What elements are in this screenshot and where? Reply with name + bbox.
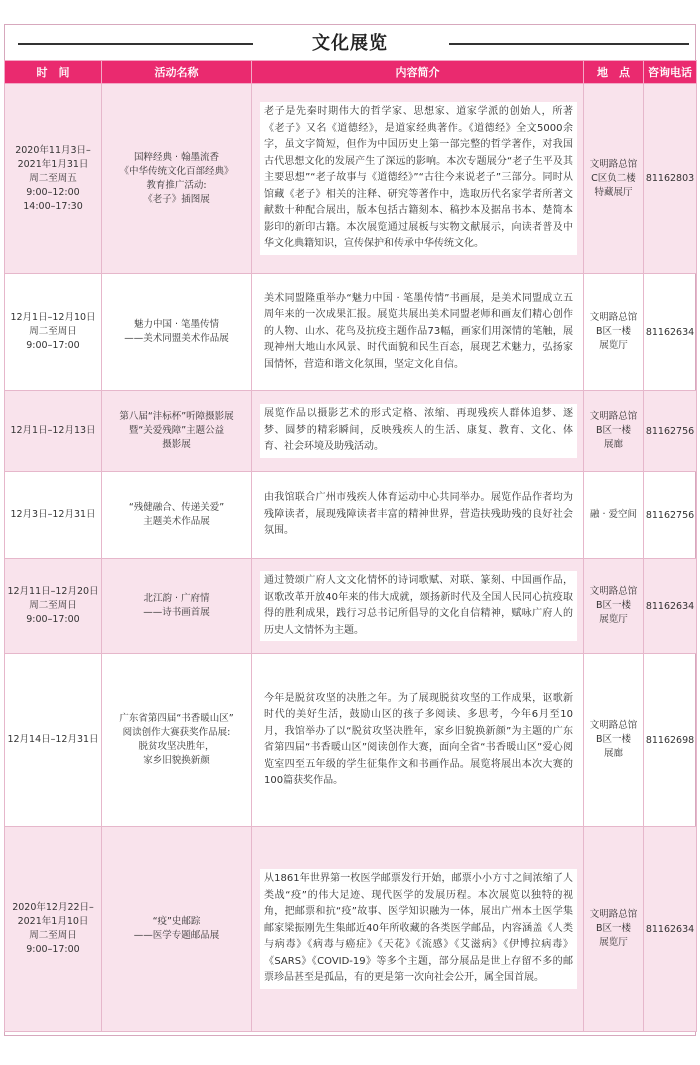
activity-name: 第八届“沣标杯”听障摄影展 暨“关爱残障”主题公益 摄影展	[119, 411, 234, 450]
content-summary: 美术同盟隆重举办“魅力中国 · 笔墨传情”书画展，是美术同盟成立五周年来的一次成果汇报。展览共展出美术同盟老师和画友们精心创作的人物、山水、花鸟及抗疫主题作品73幅，画家们用深情的笔触，展现神州大地山水风景、时代面貌和民生百态，展现艺术魅力，弘扬家国情怀，营造和谐文化氛围，坚定文化自信。	[260, 289, 577, 376]
desc-cell	[252, 391, 584, 472]
location-text: 文明路总馆 B区一楼 展廊	[589, 411, 638, 450]
phone-cell	[644, 559, 697, 654]
phone-cell	[644, 274, 697, 391]
location-cell	[584, 827, 644, 1032]
location-cell	[584, 654, 644, 827]
time-text: 2020年11月3日– 2021年1月31日 周二至周五 9:00–12:00 14:00–17:30	[15, 144, 91, 212]
phone-number: 81162698	[645, 734, 695, 746]
name-cell	[102, 84, 252, 274]
content-summary: 通过赞颂广府人文文化情怀的诗词歌赋、对联、篆刻、中国画作品，讴歌改革开放40年来的伟大成就，颂扬新时代及全国人民同心抗疫取得的胜利成果，践行习总书记所倡导的文化自信精神，赋咏广府人的历史人文情怀为主题。	[260, 571, 577, 641]
title-row	[4, 28, 696, 60]
activity-name: “疫”史邮踪 ——医学专题邮品展	[133, 916, 220, 941]
time-text: 12月14日–12月31日	[7, 734, 99, 745]
name-cell	[102, 391, 252, 472]
table-header-row	[5, 61, 697, 84]
phone-number: 81162756	[645, 509, 695, 521]
location-text: 文明路总馆 B区一楼 展览厅	[589, 312, 638, 351]
phone-number: 81162756	[645, 425, 695, 437]
activity-name: 国粹经典 · 翰墨流香 《中华传统文化百部经典》 教育推广活动: 《老子》插图展	[119, 151, 234, 205]
table-row	[5, 84, 697, 274]
activity-name: “残健融合、传递关爱” 主题美术作品展	[128, 502, 225, 527]
phone-cell	[644, 654, 697, 827]
desc-cell	[252, 654, 584, 827]
activity-name: 北江韵 · 广府情 ——诗书画首展	[143, 593, 210, 618]
name-cell	[102, 472, 252, 559]
table-row	[5, 827, 697, 1032]
name-cell	[102, 559, 252, 654]
header-content: 内容简介	[252, 61, 584, 84]
table-row	[5, 274, 697, 391]
location-cell	[584, 84, 644, 274]
desc-cell	[252, 84, 584, 274]
location-text: 融 · 爱空间	[589, 509, 638, 520]
table-row	[5, 472, 697, 559]
desc-cell	[252, 274, 584, 391]
location-cell	[584, 472, 644, 559]
content-summary: 由我馆联合广州市残疾人体育运动中心共同举办。展览作品作者均为残障读者，展现残障读者丰富的精神世界，营造扶残助残的良好社会氛围。	[260, 488, 577, 542]
activity-name: 魅力中国 · 笔墨传情 ——美术同盟美术作品展	[124, 319, 229, 344]
name-cell	[102, 654, 252, 827]
content-summary: 今年是脱贫攻坚的决胜之年。为了展现脱贫攻坚的工作成果，讴歌新时代的美好生活，鼓励山区的孩子多阅读、多思考，今年6月至10月，我馆举办了以“脱贫攻坚决胜年，家乡旧貌换新颜”为主题的广东省第四届“书香暖山区”阅读创作大赛，面向全省“书香暖山区”爱心阅览室四至五年级的学生征集作文和书画作品。展览将展出本次大赛的100篇获奖作品。	[260, 689, 577, 792]
phone-number: 81162634	[645, 326, 695, 338]
time-cell	[5, 472, 102, 559]
location-text: 文明路总馆 B区一楼 展览厅	[589, 586, 638, 625]
name-cell	[102, 274, 252, 391]
time-cell	[5, 654, 102, 827]
phone-cell	[644, 827, 697, 1032]
content-summary: 展览作品以摄影艺术的形式定格、浓缩、再现残疾人群体追梦、逐梦、圆梦的精彩瞬间，反映残疾人的生活、康复、教育、文化、体育、社会环境及助残活动。	[260, 404, 577, 458]
name-cell	[102, 827, 252, 1032]
exhibition-table	[4, 60, 697, 1032]
header-activity-name: 活动名称	[102, 61, 252, 84]
page-title: 文化展览	[312, 33, 388, 54]
phone-number: 81162803	[645, 173, 695, 184]
desc-cell	[252, 472, 584, 559]
table-row	[5, 391, 697, 472]
time-text: 12月3日–12月31日	[10, 509, 96, 520]
time-cell	[5, 84, 102, 274]
desc-cell	[252, 827, 584, 1032]
time-cell	[5, 391, 102, 472]
location-text: 文明路总馆 C区负二楼 特藏展厅	[589, 158, 638, 198]
location-cell	[584, 559, 644, 654]
location-text: 文明路总馆 B区一楼 展廊	[589, 720, 638, 759]
phone-number: 81162634	[645, 923, 695, 935]
content-summary: 从1861年世界第一枚医学邮票发行开始，邮票小小方寸之间浓缩了人类战“疫”的伟大足迹、现代医学的发展历程。本次展览以独特的视角，把邮票和抗“疫”故事、医学知识融为一体，展出广州本土医学集邮家梁振刚先生集邮近40年所收藏的各类医学邮品，内容涵盖《人类与病毒》《病毒与癌症》《天花》《流感》《艾滋病》《伊博拉病毒》《SARS》《COVID-19》等多个主题，部分展品是世上存留不多的邮票珍品甚至是孤品，有的更是第一次向社会公开，属全国首展。	[260, 869, 577, 989]
phone-number: 81162634	[645, 600, 695, 612]
header-phone: 咨询电话	[644, 61, 697, 84]
location-text: 文明路总馆 B区一楼 展览厅	[589, 909, 638, 948]
phone-cell	[644, 472, 697, 559]
desc-cell	[252, 559, 584, 654]
content-summary: 老子是先秦时期伟大的哲学家、思想家、道家学派的创始人，所著《老子》又名《道德经》，是道家经典著作。《道德经》全文5000余字，虽文字简短，但作为中国历史上第一部完整的哲学著作，对我国古代思想文化的发展产生了深远的影响。本次专题展分“老子生平及其主要思想”“老子故事与《道德经》”“古往今来说老子”三部分。同时从馆藏《老子》相关的注释、研究等著作中，选取历代名家学者所著文献数十种配合展出，版本包括古籍刻本、稿抄本及据帛书本、楚简本影印的新印古籍。本次展览通过展板与实物文献展示，向读者普及中华文化典籍知识，宣传保护和传承中华传统文化。	[260, 102, 577, 255]
time-text: 12月1日–12月13日	[10, 425, 96, 436]
table-row	[5, 559, 697, 654]
phone-cell	[644, 391, 697, 472]
title-rule-right	[449, 43, 689, 45]
header-location: 地 点	[584, 61, 644, 84]
location-cell	[584, 274, 644, 391]
header-time: 时 间	[5, 61, 102, 84]
time-text: 12月1日–12月10日 周二至周日 9:00–17:00	[10, 312, 96, 351]
location-cell	[584, 391, 644, 472]
time-text: 2020年12月22日– 2021年1月10日 周二至周日 9:00–17:00	[12, 902, 94, 955]
activity-name: 广东省第四届“书香暖山区” 阅读创作大赛获奖作品展: 脱贫攻坚决胜年， 家乡旧貌换新颜	[119, 713, 234, 766]
time-text: 12月11日–12月20日 周二至周日 9:00–17:00	[7, 586, 99, 625]
time-cell	[5, 559, 102, 654]
table-row	[5, 654, 697, 827]
time-cell	[5, 827, 102, 1032]
time-cell	[5, 274, 102, 391]
phone-cell	[644, 84, 697, 274]
